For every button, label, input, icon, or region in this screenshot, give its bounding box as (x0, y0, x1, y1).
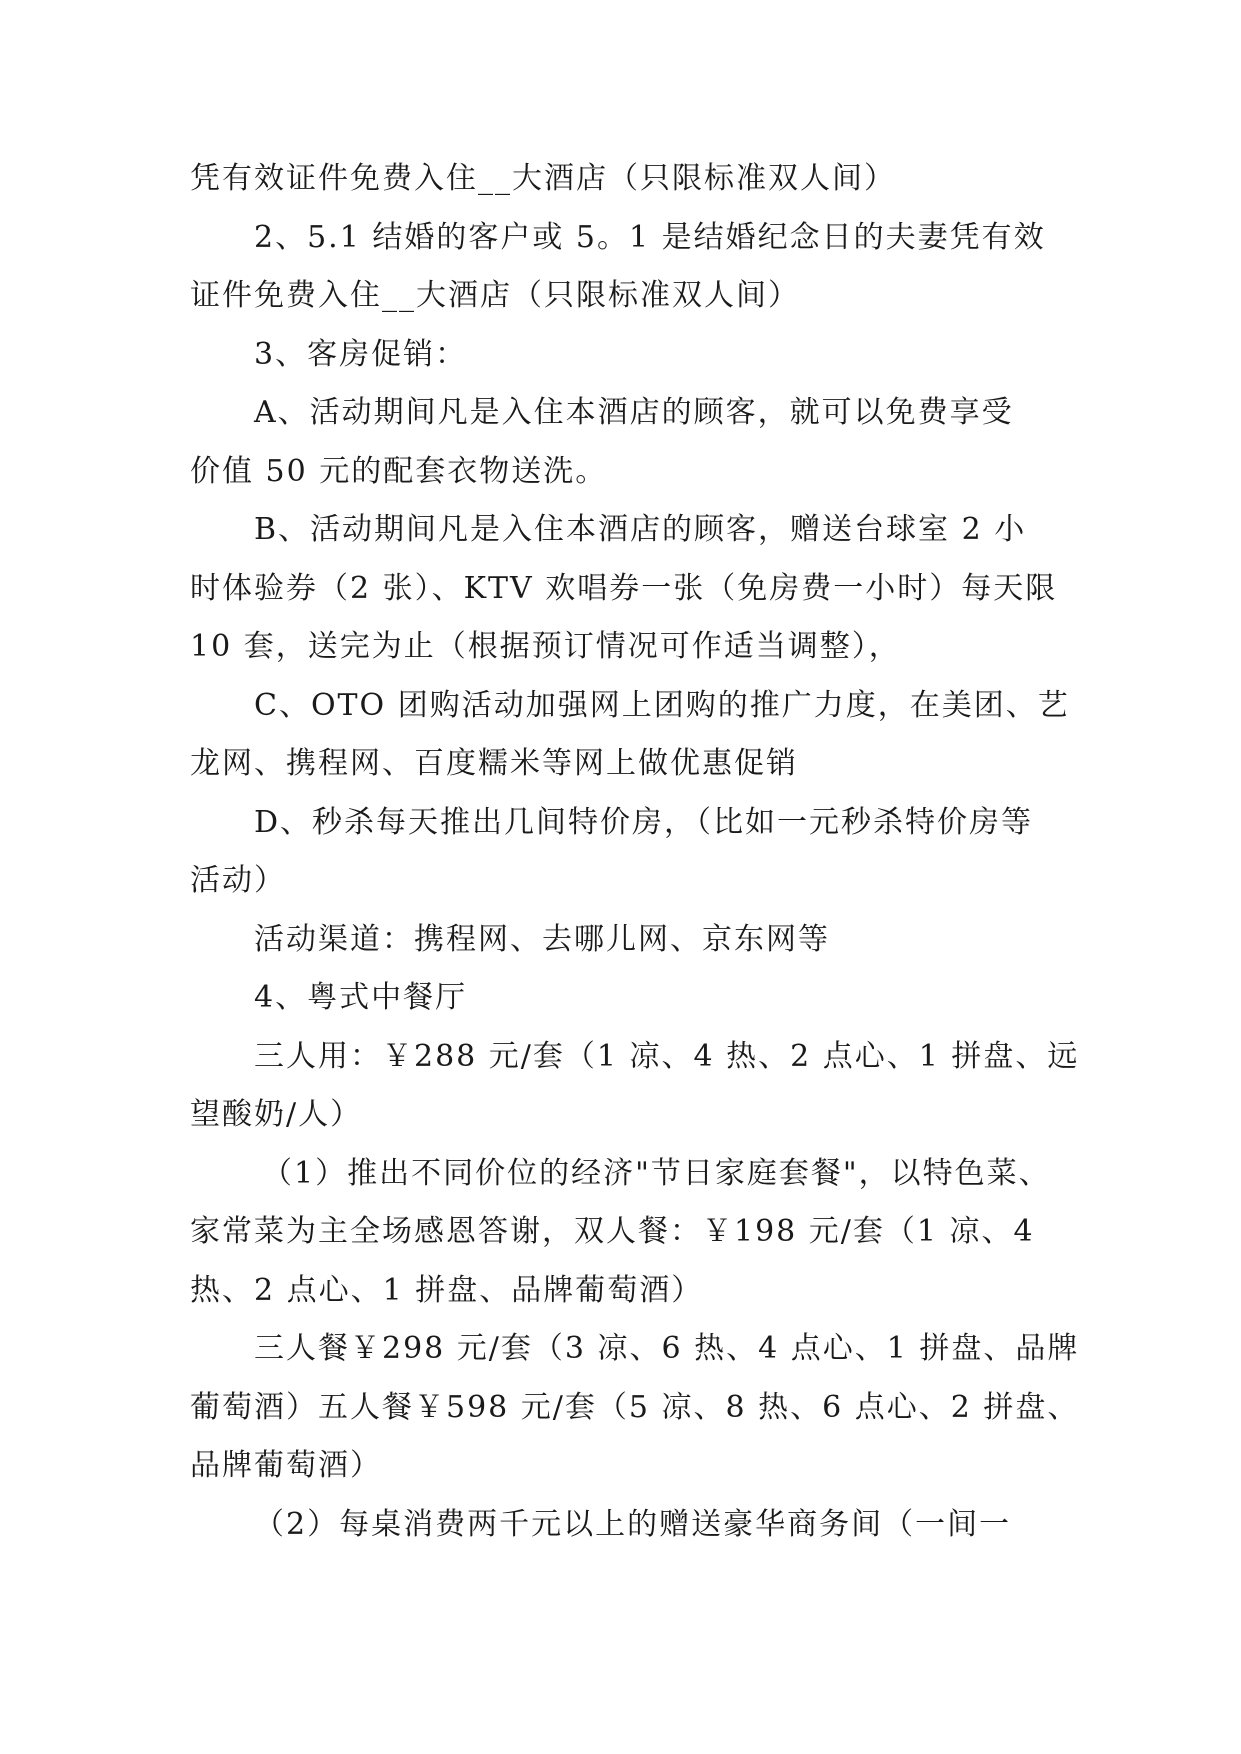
text-line: 品牌葡萄酒） (190, 1448, 382, 1483)
text-line: 时体验券（2 张）、KTV 欢唱券一张（免房费一小时）每天限 (190, 570, 1058, 606)
text-line: 活动） (190, 863, 286, 898)
text-line: 10 套，送完为止（根据预订情况可作适当调整）， (190, 629, 901, 664)
text-line: A、活动期间凡是入住本酒店的顾客，就可以免费享受 (254, 395, 1014, 430)
text-line: 4、粤式中餐厅 (254, 980, 468, 1015)
text-line: B、活动期间凡是入住本酒店的顾客，赠送台球室 2 小 (254, 512, 1027, 547)
text-line: 证件免费入住__大酒店（只限标准双人间） (190, 278, 800, 313)
text-line: 龙网、携程网、百度糯米等网上做优惠促销 (190, 746, 798, 781)
text-line: 家常菜为主全场感恩答谢，双人餐：￥198 元/套（1 凉、4 (190, 1214, 1035, 1249)
text-line: 望酸奶/人） (190, 1097, 363, 1132)
text-line: D、秒杀每天推出几间特价房，（比如一元秒杀特价房等 (254, 804, 1034, 840)
text-line: 葡萄酒）五人餐￥598 元/套（5 凉、8 热、6 点心、2 拼盘、 (190, 1389, 1080, 1425)
text-line: 热、2 点心、1 拼盘、品牌葡萄酒） (190, 1272, 704, 1308)
text-line: 3、客房促销： (254, 336, 468, 372)
text-line: 三人用：￥288 元/套（1 凉、4 热、2 点心、1 拼盘、远 (254, 1038, 1080, 1074)
document-body (190, 150, 1080, 1554)
text-line: 价值 50 元的配套衣物送洗。 (190, 453, 608, 489)
text-line: 凭有效证件免费入住__大酒店（只限标准双人间） (190, 161, 896, 196)
text-line: C、OTO 团购活动加强网上团购的推广力度，在美团、艺 (254, 687, 1070, 723)
text-line: （2）每桌消费两千元以上的赠送豪华商务间（一间一 (254, 1506, 1012, 1542)
text-line: 三人餐￥298 元/套（3 凉、6 热、4 点心、1 拼盘、品牌 (254, 1331, 1080, 1366)
text-line: （1）推出不同价位的经济"节日家庭套餐"，以特色菜、 (262, 1155, 1051, 1191)
text-line: 活动渠道：携程网、去哪儿网、京东网等 (254, 921, 830, 957)
text-line: 2、5.1 结婚的客户或 5。1 是结婚纪念日的夫妻凭有效 (254, 219, 1046, 255)
